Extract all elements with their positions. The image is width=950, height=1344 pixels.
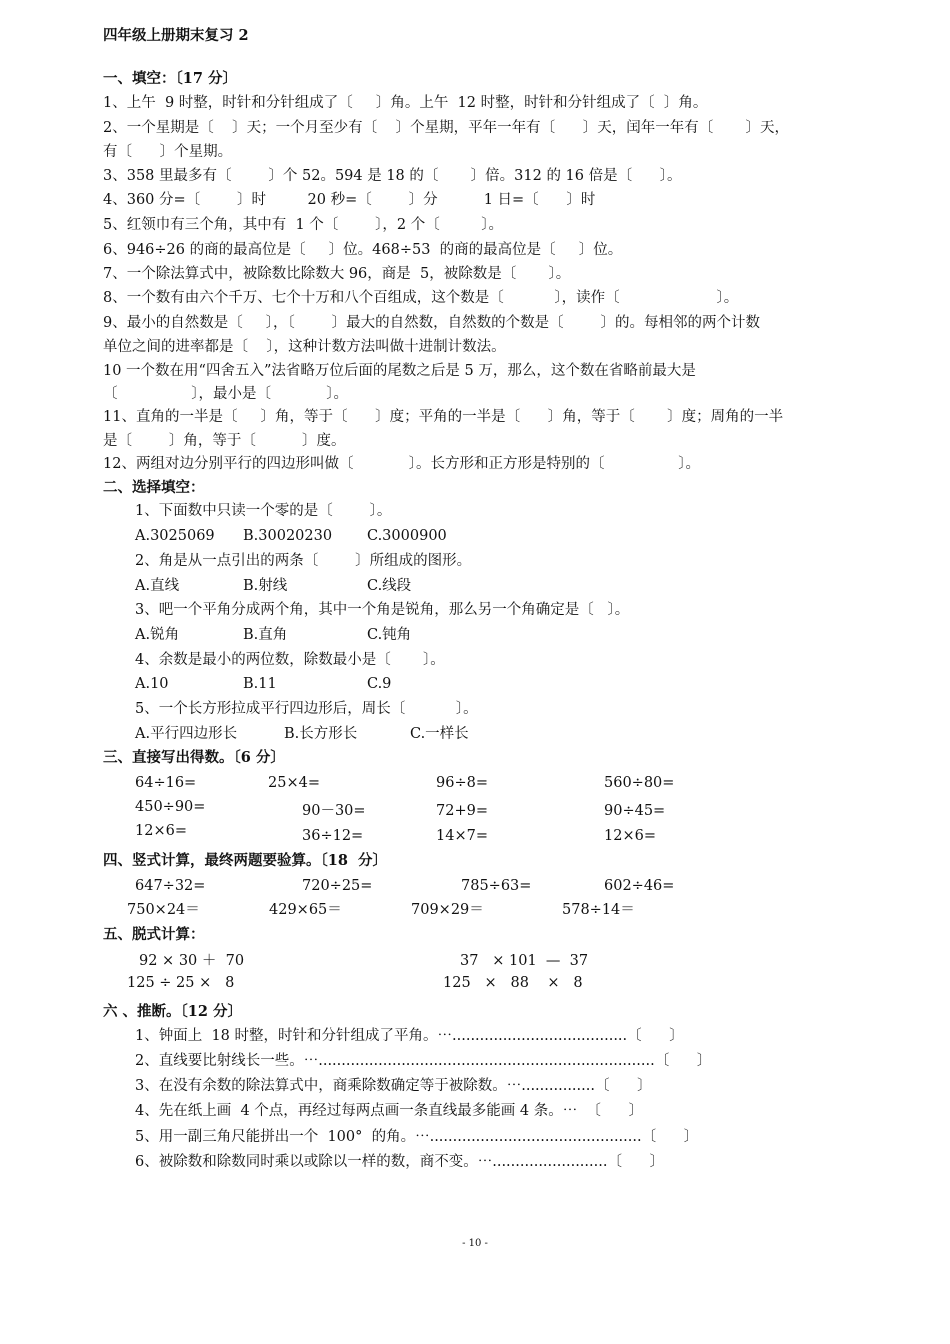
s1-question-3: 3、358 里最多有〔 〕个 52。594 是 18 的〔 〕倍。312 的 16 倍是〔 〕。 [103,168,682,184]
s2-q2-option-a: A.直线 [135,578,180,594]
column-calc-item: 647÷32= [135,878,206,894]
s2-q1-option-c: C.3000900 [367,528,447,544]
calc-item: 12×6= [135,823,187,839]
s1-question-4: 4、360 分=〔 〕时 20 秒=〔 〕分 1 日=〔 〕时 [103,192,596,208]
calc-item: 14×7= [436,828,488,844]
calc-item: 90÷45= [604,803,666,819]
column-calc-item: 785÷63= [461,878,532,894]
s2-q2-option-b: B.射线 [243,578,288,594]
s1-question-2b: 有〔 〕个星期。 [103,144,233,160]
judgment-item: 3、在没有余数的除法算式中，商乘除数确定等于被除数。⋯................〔 〕 [135,1078,652,1094]
section-3-heading: 三、直接写出得数。〔6 分〕 [103,749,285,766]
s2-q3-option-b: B.直角 [243,627,288,643]
s1-question-5: 5、红领巾有三个角，其中有 1 个〔 〕，2 个〔 〕。 [103,217,503,233]
judgment-item: 6、被除数和除数同时乘以或除以一样的数，商不变。⋯.........................〔 〕 [135,1154,665,1170]
s1-question-9a: 9、最小的自然数是〔 〕，〔 〕最大的自然数，自然数的个数是〔 〕的。每相邻的两个计数 [103,315,761,331]
calc-item: 96÷8= [436,775,488,791]
s2-question-5: 5、一个长方形拉成平行四边形后，周长〔 〕。 [135,701,478,717]
section-4-heading: 四、竖式计算，最终两题要验算。〔18 分〕 [103,852,388,869]
section-1-heading: 一、填空：〔17 分〕 [103,70,237,87]
s2-q1-option-a: A.3025069 [135,528,215,544]
s2-q4-option-b: B.11 [243,676,277,692]
s2-question-2: 2、角是从一点引出的两条〔 〕所组成的图形。 [135,553,472,569]
section-5-heading: 五、脱式计算： [103,926,205,943]
s2-q5-option-b: B.长方形长 [284,726,358,742]
s2-q2-option-c: C.线段 [367,578,412,594]
column-calc-item: 578÷14＝ [562,902,635,918]
section-6-heading: 六 、推断。〔12 分〕 [103,1003,243,1020]
calc-item: 25×4= [268,775,320,791]
s2-q3-option-a: A.锐角 [135,627,180,643]
calc-item: 64÷16= [135,775,197,791]
s1-question-10a: 10 一个数在用“四舍五入”法省略万位后面的尾数之后是 5 万，那么，这个数在省略前最大是 [103,363,696,379]
s1-question-7: 7、一个除法算式中，被除数比除数大 96，商是 5，被除数是〔 〕。 [103,266,571,282]
page-number: - 10 - [462,1238,488,1249]
column-calc-item: 750×24＝ [127,902,200,918]
column-calc-item: 602÷46= [604,878,675,894]
s1-question-9b: 单位之间的进率都是〔 〕，这种计数方法叫做十进制计数法。 [103,339,506,355]
s2-q4-option-c: C.9 [367,676,392,692]
column-calc-item: 429×65＝ [269,902,342,918]
s2-question-1: 1、下面数中只读一个零的是〔 〕。 [135,503,392,519]
s2-question-3: 3、吧一个平角分成两个角，其中一个角是锐角，那么另一个角确定是〔 〕。 [135,602,630,618]
s2-q1-option-b: B.30020230 [243,528,333,544]
judgment-item: 5、用一副三角尺能拼出一个 100° 的角。⋯..............................................〔 〕 [135,1129,699,1145]
s1-question-1: 1、上午 9 时整，时针和分针组成了〔 〕角。上午 12 时整，时针和分针组成了〔 〕角。 [103,95,708,111]
calc-item: 72+9= [436,803,488,819]
s2-q3-option-c: C.钝角 [367,627,412,643]
page-title: 四年级上册期末复习 2 [103,27,249,44]
s2-q5-option-a: A.平行四边形长 [135,726,238,742]
s1-question-6: 6、946÷26 的商的最高位是〔 〕位。468÷53 的商的最高位是〔 〕位。 [103,242,623,258]
judgment-item: 4、先在纸上画 4 个点，再经过每两点画一条直线最多能画 4 条。⋯ 〔 〕 [135,1103,644,1119]
s2-question-4: 4、余数是最小的两位数，除数最小是〔 〕。 [135,652,445,668]
expression-item: 125 ÷ 25 × 8 [127,975,235,991]
column-calc-item: 720÷25= [302,878,373,894]
calc-item: 12×6= [604,828,656,844]
s1-question-12: 12、两组对边分别平行的四边形叫做〔 〕。长方形和正方形是特别的〔 〕。 [103,456,701,472]
s1-question-2a: 2、一个星期是〔 〕天；一个月至少有〔 〕个星期，平年一年有〔 〕天，闰年一年有〔 〕天， [103,120,790,136]
calc-item: 560÷80= [604,775,675,791]
expression-item: 92 × 30 ＋ 70 [139,953,245,969]
s1-question-10b: 〔 〕，最小是〔 〕。 [103,386,349,402]
section-2-heading: 二、选择填空： [103,479,205,496]
column-calc-item: 709×29＝ [411,902,484,918]
expression-item: 125 × 88 × 8 [443,975,583,991]
calc-item: 450÷90= [135,799,206,815]
s1-question-11b: 是〔 〕角，等于〔 〕度。 [103,433,346,449]
calc-item: 36÷12= [302,828,364,844]
s1-question-8: 8、一个数有由六个千万、七个十万和八个百组成，这个数是〔 〕，读作〔 〕。 [103,290,739,306]
s1-question-11a: 11、直角的一半是〔 〕角，等于〔 〕度；平角的一半是〔 〕角，等于〔 〕度；周角的一半 [103,409,784,425]
expression-item: 37 × 101 — 37 [460,953,589,969]
judgment-item: 1、钟面上 18 时整，时针和分针组成了平角。⋯......................................〔 〕 [135,1028,684,1044]
s2-q5-option-c: C.一样长 [410,726,469,742]
calc-item: 90－30= [302,803,366,819]
s2-q4-option-a: A.10 [135,676,169,692]
judgment-item: 2、直线要比射线长一些。⋯.........................................................................〔 〕 [135,1053,712,1069]
